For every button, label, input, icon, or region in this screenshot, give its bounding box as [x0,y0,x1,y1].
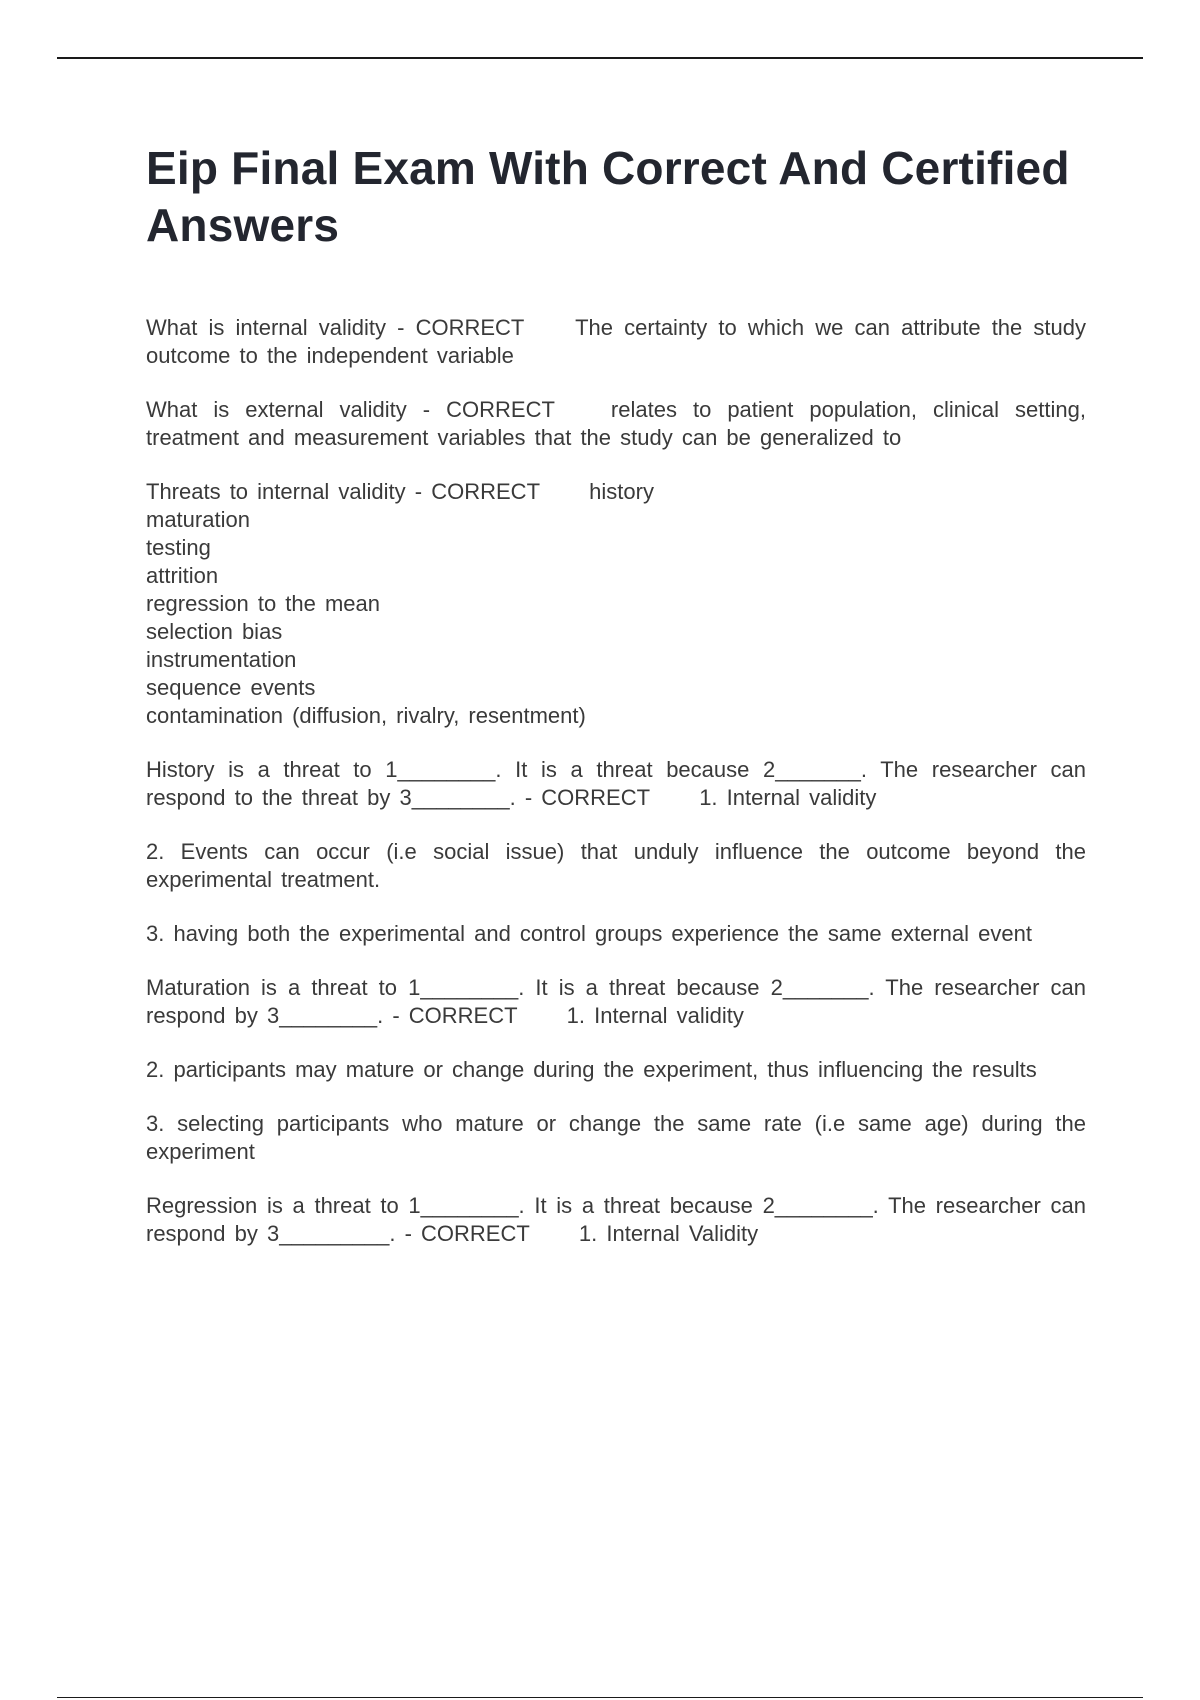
document-page [146,140,1086,1274]
answer-paragraph: 2. participants may mature or change during the experiment, thus influencing the results [146,1057,1037,1082]
answer-paragraph: 2. Events can occur (i.e social issue) that unduly influence the outcome beyond the experimental treatment. [146,839,1086,892]
qa-item [146,1192,1086,1248]
correct-marker: - CORRECT [414,479,541,504]
threat-list-item: contamination (diffusion, rivalry, resentment) [146,703,586,728]
answer-text: 1. Internal Validity [578,1221,759,1246]
question-text: What is external validity [146,397,407,422]
correct-marker: - CORRECT [524,785,651,810]
answer-text: relates to patient population, clinical setting, treatment and measurement variables that the study can be generalized to [146,397,1086,450]
qa-item [146,314,1086,370]
threat-list-item: attrition [146,563,219,588]
qa-item [146,478,1086,730]
correct-marker: - CORRECT [397,315,525,340]
top-rule [57,57,1143,59]
threat-list-item: maturation [146,507,250,532]
answer-text: 1. Internal validity [566,1003,744,1028]
threat-list-item: sequence events [146,675,316,700]
threat-list-item: selection bias [146,619,283,644]
document-title: Eip Final Exam With Correct And Certified Answers [146,142,1070,251]
question-text: Threats to internal validity [146,479,406,504]
question-text: History is a threat to 1________. It is a threat because 2_______. The researcher can respond to the threat by 3________. [146,757,1086,810]
qa-item [146,396,1086,452]
threat-list-item: regression to the mean [146,591,381,616]
answer-text: 1. Internal validity [699,785,877,810]
answer-paragraph: 3. having both the experimental and control groups experience the same external event [146,921,1032,946]
answer-text: history [589,479,654,504]
correct-marker: - CORRECT [392,1003,518,1028]
qa-item [146,974,1086,1030]
correct-marker: - CORRECT [422,397,555,422]
answer-text: The certainty to which we can attribute the study outcome to the independent variable [146,315,1086,368]
correct-marker: - CORRECT [404,1221,530,1246]
bottom-rule [57,1697,1143,1698]
question-text: Maturation is a threat to 1________. It is a threat because 2_______. The researcher can respond by 3________. [146,975,1086,1028]
question-text: Regression is a threat to 1________. It is a threat because 2________. The researcher can respond by 3_________. [146,1193,1086,1246]
question-text: What is internal validity [146,315,387,340]
threat-list-item: instrumentation [146,647,297,672]
threat-list-item: testing [146,535,211,560]
qa-item [146,756,1086,812]
answer-paragraph: 3. selecting participants who mature or change the same rate (i.e same age) during the experiment [146,1111,1086,1164]
